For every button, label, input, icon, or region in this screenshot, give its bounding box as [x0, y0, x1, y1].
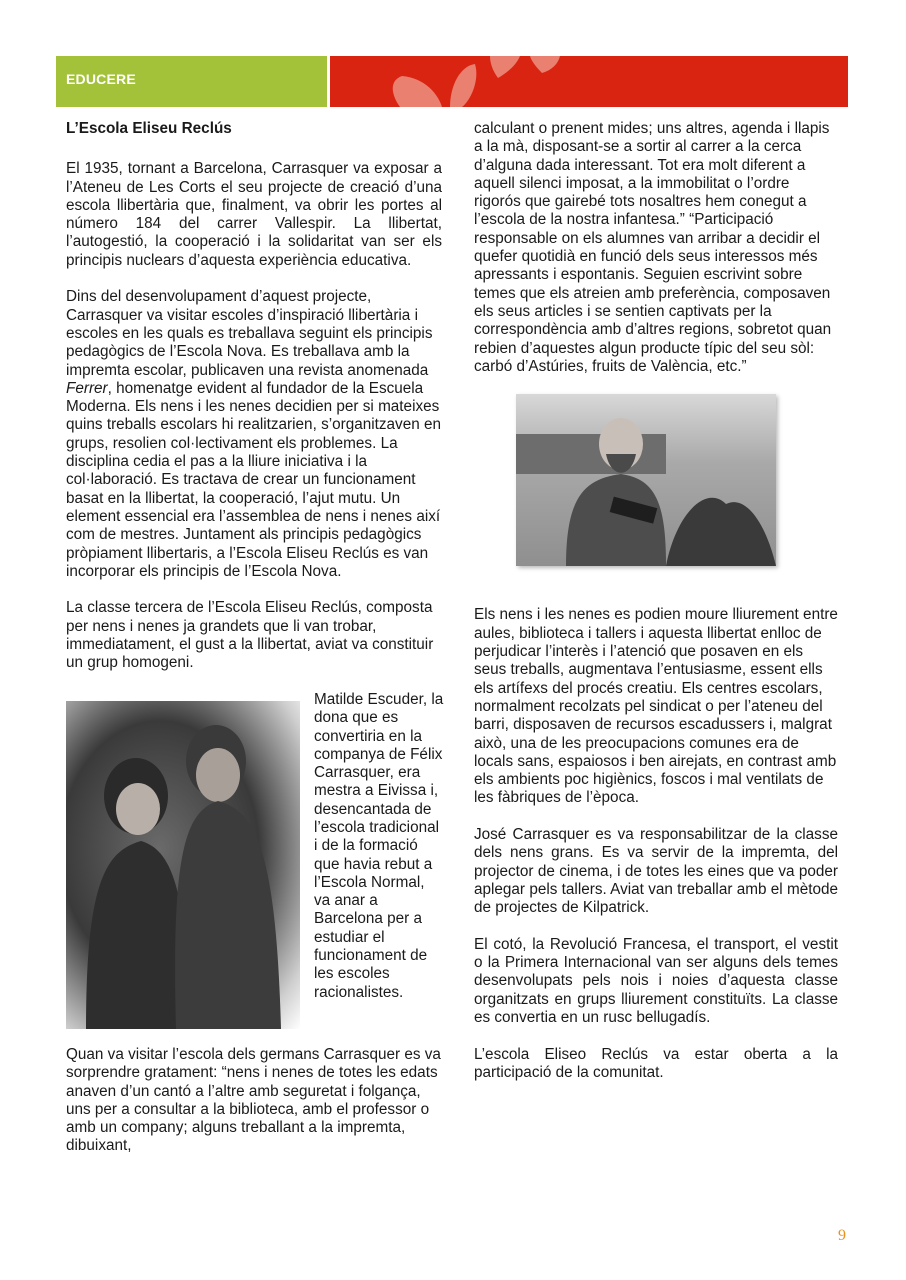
paragraph: L’escola Eliseo Reclús va estar oberta a la participació de la comunitat. [474, 1045, 838, 1081]
paragraph: Els nens i les nenes es podien moure lliurement entre aules, biblioteca i tallers i aquesta llibertat enlloc de perjudicar l’interès i l’atenció que posaven en els seus treballs, augmentava l’entusiasme, essent ells els artífexs del procés creatiu. Els centres escolars, normalment recolzats pel sindicat o per l’ateneu del barri, disposaven de recursos escadussers i, malgrat això, una de les preocupacions comunes era de locals sans, espaiosos i ben airejats, en contrast amb els ambients poc higiènics, foscos i mal ventilats de les fàbriques de l’època. [474, 606, 838, 807]
section-header [56, 56, 327, 107]
photo-block [66, 691, 442, 1046]
man-reading-silhouette [516, 394, 776, 566]
right-column [474, 120, 838, 1100]
left-column [66, 120, 442, 1174]
photo-caption: Matilde Escuder, la dona que es convertiria en la companya de Félix Carrasquer, era mestra a Eivissa i, desencantada de l’escola tradicional i de la formació que havia rebut a l’Escola Normal, va anar a Barcelona per a estudiar el funcionament de les escoles racionalistes. [314, 690, 444, 1001]
paragraph: Quan va visitar l’escola dels germans Carrasquer es va sorprendre gratament: “nens i nenes de totes les edats anaven d’un cantó a l’altre amb seguretat i folgança, uns per a consultar a la biblioteca, amb el professor o amb un company; alguns treballant a la impremta, dibuixant, [66, 1045, 441, 1155]
paragraph: calculant o prenent mides; uns altres, agenda i llapis a la mà, disposant-se a sortir al carrer a la cerca d’alguna dada interessant. Tot era molt diferent a aquell silenci imposat, a la immobilitat o l’ordre rigorós que gairebé tots nosaltres hem conegut a l’escola de la nostra infantesa.” “Participació responsable on els alumnes van arribar a decidir el quefer quotidià en funció dels seus interessos més apressants i espontanis. Seguien escrivint sobre temes que els atreien amb preferència, composaven els seus articles i se sentien captivats per la correspondència amb d’altres regions, sobretot quan rebien d’aquestes algun producte típic del seu sòl: carbó d’Astúries, fruits de València, etc.” [474, 120, 832, 375]
couple-photo [66, 701, 300, 1029]
photo-block [474, 394, 838, 606]
reclus-photo [516, 394, 776, 566]
header-banner [330, 56, 848, 107]
paragraph: La classe tercera de l’Escola Eliseu Reclús, composta per nens i nenes ja grandets que li van trobar, immediatament, el gust a la llibertat, aviat va constituir un grup homogeni. [66, 599, 434, 672]
article-title: L’Escola Eliseu Reclús [66, 120, 232, 137]
butterfly-graphic [330, 56, 848, 107]
paragraph: El 1935, tornant a Barcelona, Carrasquer va exposar a l’Ateneu de Les Corts el seu projecte de creació d’una escola llibertària que, finalment, va obrir les portes al número 184 del carrer Vallespir. La llibertat, l’autogestió, la cooperació i la solidaritat van ser els principis nuclears d’aquesta experiència educativa. [66, 160, 442, 269]
paragraph: El cotó, la Revolució Francesa, el transport, el vestit o la Primera Internacional van ser alguns dels temes desenvolupats pels nois i noies d’aquesta classe organitzats en grups lliurement constituïts. La classe es convertia en un rusc bellugadís. [474, 935, 838, 1026]
page-number: 9 [838, 1227, 846, 1244]
paragraph: José Carrasquer es va responsabilitzar de la classe dels nens grans. Es va servir de la impremta, del projector de cinema, i de totes les eines que va poder aplegar pels tallers. Aviat van treballar amb el mètode de projectes de Kilpatrick. [474, 826, 838, 917]
couple-silhouette [66, 701, 300, 1029]
paragraph: Dins del desenvolupament d’aquest projecte, Carrasquer va visitar escoles d’inspiració llibertària i escoles en les quals es treballava seguint els principis pedagògics de l’Escola Nova. Es treballava amb la impremta escolar, publicaven una revista anomenada Ferrer, homenatge evident al fundador de la Escuela Moderna. Els nens i les nenes decidien per si mateixes quins treballs escolars hi realitzarien, s’organitzaven en grups, resolien col·lectivament els problemes. La disciplina cedia el pas a la lliure iniciativa i la col·laboració. Es tractava de crear un funcionament basat en la llibertat, la cooperació, l’ajut mutu. Un element essencial era l’assemblea de nens i nenes així com de mestres. Juntament als principis pedagògics pròpiament llibertaris, a l’Escola Eliseu Reclús es van incorporar els principis de l’Escola Nova. [66, 288, 441, 580]
section-label: EDUCERE [66, 71, 136, 87]
